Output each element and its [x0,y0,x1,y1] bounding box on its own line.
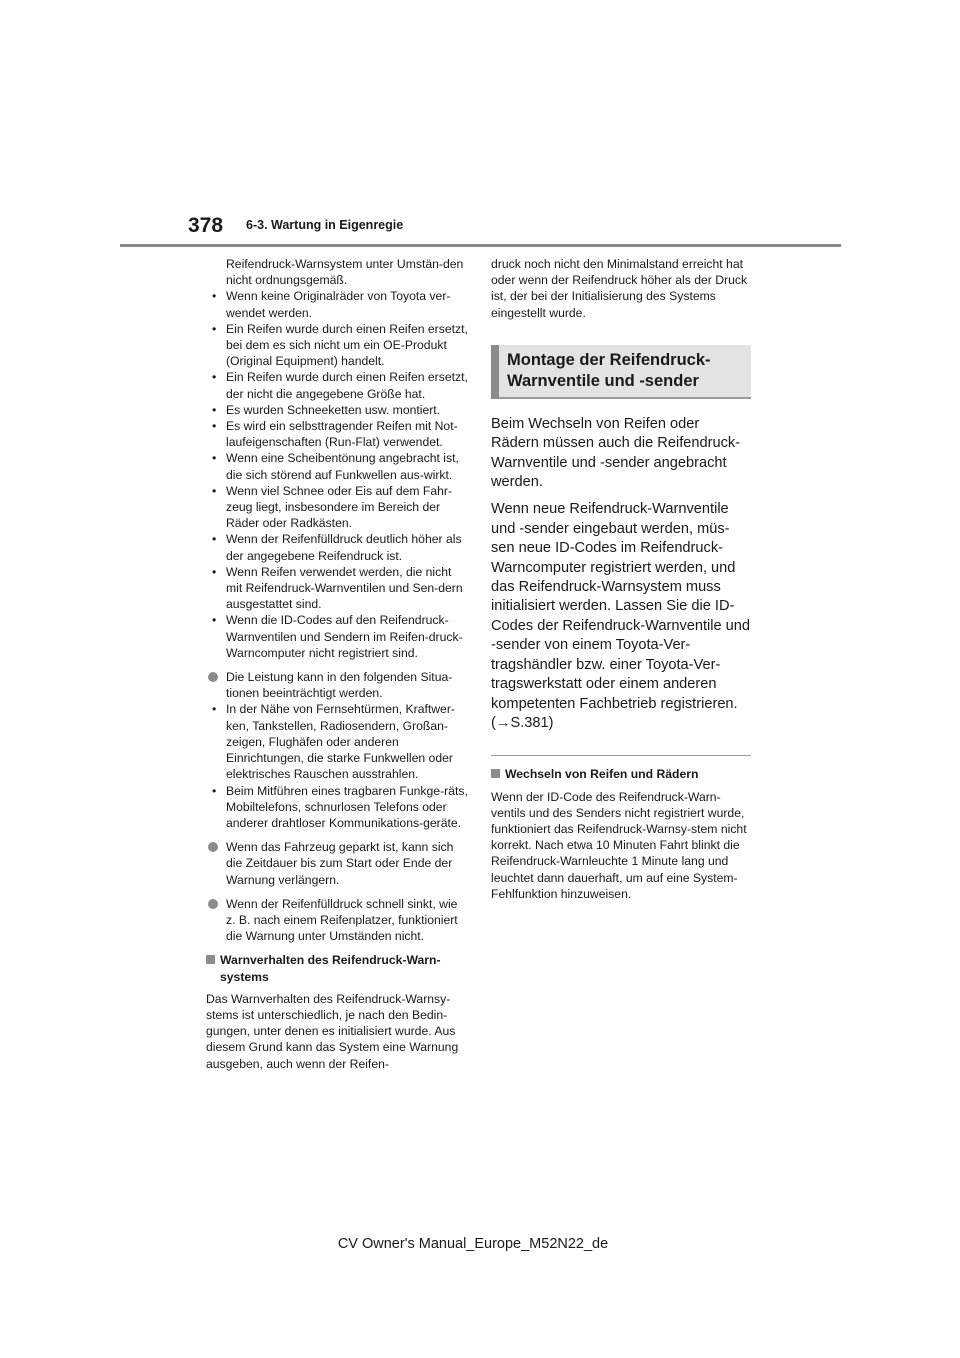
list-item: • Wenn die ID-Codes auf den Reifendruck-Warnventilen und Sendern im Reifen-druck-Warncomputer nicht registriert sind. [206,612,468,661]
footer [0,1236,960,1252]
list-item: • Es wurden Schneeketten usw. montiert. [206,402,468,418]
note-text: Wenn der Reifenfülldruck schnell sinkt, wie z. B. nach einem Reifenplatzer, funktioniert die Warnung unter Umständen nicht. [226,896,458,944]
subheading-text: Wechseln von Reifen und Rädern [505,767,699,782]
section-divider [491,755,751,756]
list-item: • Ein Reifen wurde durch einen Reifen ersetzt, der nicht die angegebene Größe hat. [206,369,468,401]
body-paragraph: Wenn neue Reifendruck-Warnventile und -sender eingebaut werden, müs-sen neue ID-Codes im Reifendruck-Warncomputer registriert werden, und das Reifendruck-Warnsystem muss initialisiert werden. Lassen Sie die ID-Codes der Reifendruck-Warnventile und -sender von einem Toyota-Ver-tragshändler bzw. einer Toyota-Ver-tragswerkstatt oder einem anderen kompetenten Fachbetrieb registrieren. (→S.381) [491,501,751,731]
list-item: • Ein Reifen wurde durch einen Reifen ersetzt, bei dem es sich nicht um ein OE-Produkt (Original Equipment) handelt. [206,321,468,370]
note-text: Wenn das Fahrzeug geparkt ist, kann sich die Zeitdauer bis zum Start oder Ende der Warnung verlängern. [226,840,454,887]
body-paragraph: Wenn der ID-Code des Reifendruck-Warn-ventils und des Senders nicht registriert wurde, funktioniert das Reifendruck-Warnsy-stem nicht korrekt. Nach etwa 10 Minuten Fahrt blinkt die Reifendruck-Warnleuchte 1 Minute lang und leuchtet dann dauerhaft, um auf eine System-Fehlfunktion hinzuweisen. [491,789,747,901]
note-item [206,839,468,888]
list-item: • Es wird ein selbsttragender Reifen mit Not-laufeigenschaften (Run-Flat) verwendet. [206,418,468,450]
note-text: Die Leistung kann in den folgenden Situa-tionen beeinträchtigt werden. [226,670,453,701]
square-bullet-icon [491,769,500,778]
section-accent-bar [491,345,499,399]
continued-text: Reifendruck-Warnsystem unter Umstän-den nicht ordnungsgemäß. [226,257,464,288]
header-divider [120,244,841,247]
list-item: • Wenn eine Scheibentönung angebracht ist, die sich störend auf Funkwellen aus-wirkt. [206,450,468,482]
list-item: • Wenn viel Schnee oder Eis auf dem Fahr-zeug liegt, insbesondere im Bereich der Räder oder Radkästen. [206,483,468,532]
footer-text: CV Owner's Manual_Europe_M52N22_de [337,1236,609,1252]
note-item [206,896,468,945]
subheading [206,952,468,984]
situation-list [206,701,468,831]
left-column [206,256,468,1072]
list-item: • In der Nähe von Fernsehtürmen, Kraftwer-ken, Tankstellen, Radiosendern, Großan-zeigen, Flughäfen oder anderen Einrichtungen, die starke Funkwellen oder elektrisches Rauschen ausstrahlen. [206,701,468,782]
section-title-line: Warnventile und -sender [507,371,699,390]
section-heading-box [491,345,751,399]
list-item: • Beim Mitführen eines tragbaren Funkge-räts, Mobiltelefons, schnurlosen Telefons oder anderer drahtloser Kommunikations-geräte. [206,783,468,832]
condition-list [206,288,468,661]
subheading-text: Warnverhalten des Reifendruck-Warn-systems [220,953,441,984]
section-title [507,350,711,392]
list-item: • Wenn Reifen verwendet werden, die nicht mit Reifendruck-Warnventilen und Sen-dern ausgestattet sind. [206,564,468,613]
continued-text: druck noch nicht den Minimalstand erreicht hat oder wenn der Reifendruck höher als der Druck ist, der bei der Initialisierung des Systems eingestellt wurde. [491,257,748,320]
note-item [206,669,468,701]
right-column [491,256,751,902]
circle-bullet-icon [208,842,218,852]
circle-bullet-icon [208,899,218,909]
list-item: • Wenn keine Originalräder von Toyota ver-wendet werden. [206,288,468,320]
section-reference: 6-3. Wartung in Eigenregie [246,218,404,232]
body-paragraph: Das Warnverhalten des Reifendruck-Warnsy-stems ist unterschiedlich, je nach den Bedin-gungen, unter denen es initialisiert wurde. Aus diesem Grund kann das System eine Warnung ausgeben, auch wenn der Reifen- [206,991,459,1071]
square-bullet-icon [206,955,215,964]
list-item: • Wenn der Reifenfülldruck deutlich höher als der angegebene Reifendruck ist. [206,531,468,563]
section-title-line: Montage der Reifendruck- [507,350,711,369]
body-paragraph: Beim Wechseln von Reifen oder Rädern müssen auch die Reifendruck-Warnventile und -sender angebracht werden. [491,415,741,491]
circle-bullet-icon [208,672,218,682]
subheading [491,766,751,782]
page-number: 378 [188,214,224,237]
